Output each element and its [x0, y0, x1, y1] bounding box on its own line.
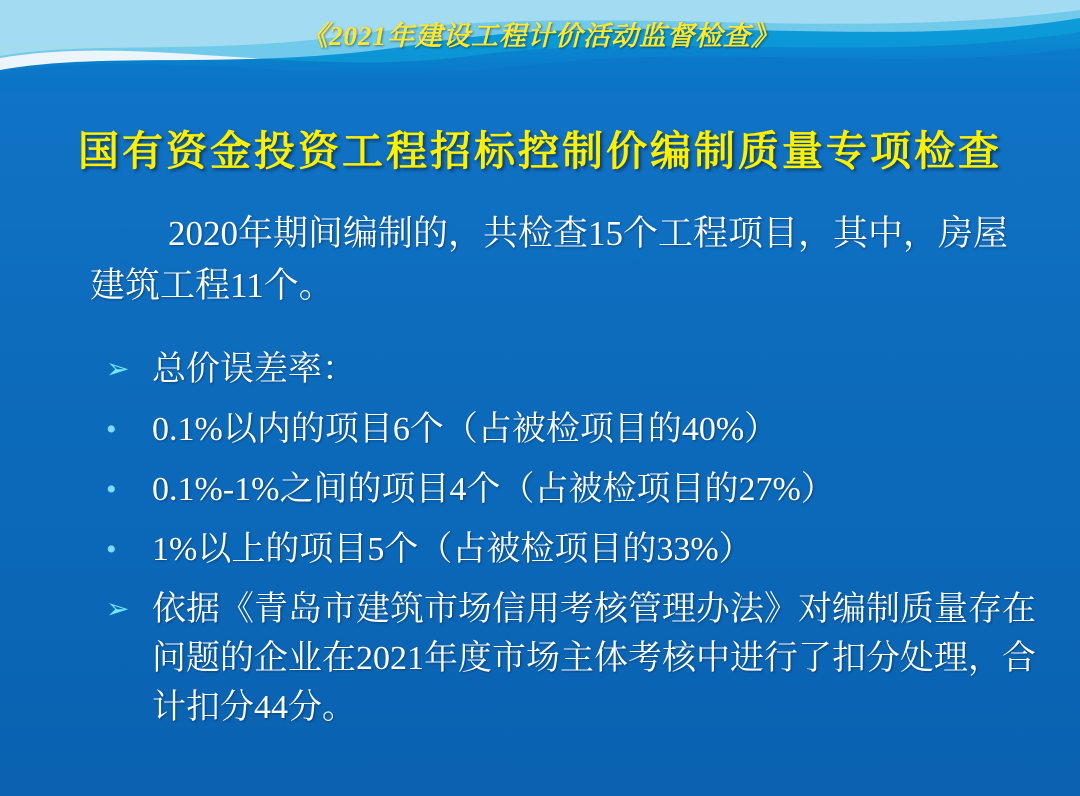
list-item-label: 0.1%以内的项目6个（占被检项目的40%） [152, 411, 779, 448]
list-item-label: 依据《青岛市建筑市场信用考核管理办法》对编制质量存在问题的企业在2021年度市场主体考核中进行了扣分处理，合计扣分44分。 [152, 591, 1036, 726]
list-item-label: 0.1%-1%之间的项目4个（占被检项目的27%） [152, 471, 835, 508]
banner-title: 《2021年建设工程计价活动监督检查》 [301, 21, 779, 51]
list-item-label: 总价误差率： [152, 351, 356, 388]
arrow-bullet-icon: ➢ [106, 354, 130, 385]
list-item [96, 585, 1046, 732]
list-item [96, 345, 1046, 395]
dot-bullet-icon: • [106, 473, 117, 506]
intro-paragraph [90, 208, 1010, 312]
dot-bullet-icon: • [106, 413, 117, 446]
page-title: 国有资金投资工程招标控制价编制质量专项检查 [78, 128, 1002, 174]
bullet-list [96, 345, 1046, 742]
list-item [96, 465, 1046, 515]
list-item [96, 405, 1046, 455]
dot-bullet-icon: • [106, 533, 117, 566]
list-item [96, 525, 1046, 575]
slide-banner [0, 0, 1080, 92]
list-item-label: 1%以上的项目5个（占被检项目的33%） [152, 531, 753, 568]
arrow-bullet-icon: ➢ [106, 594, 130, 625]
intro-text: 2020年期间编制的，共检查15个工程项目，其中，房屋建筑工程11个。 [90, 214, 1009, 305]
